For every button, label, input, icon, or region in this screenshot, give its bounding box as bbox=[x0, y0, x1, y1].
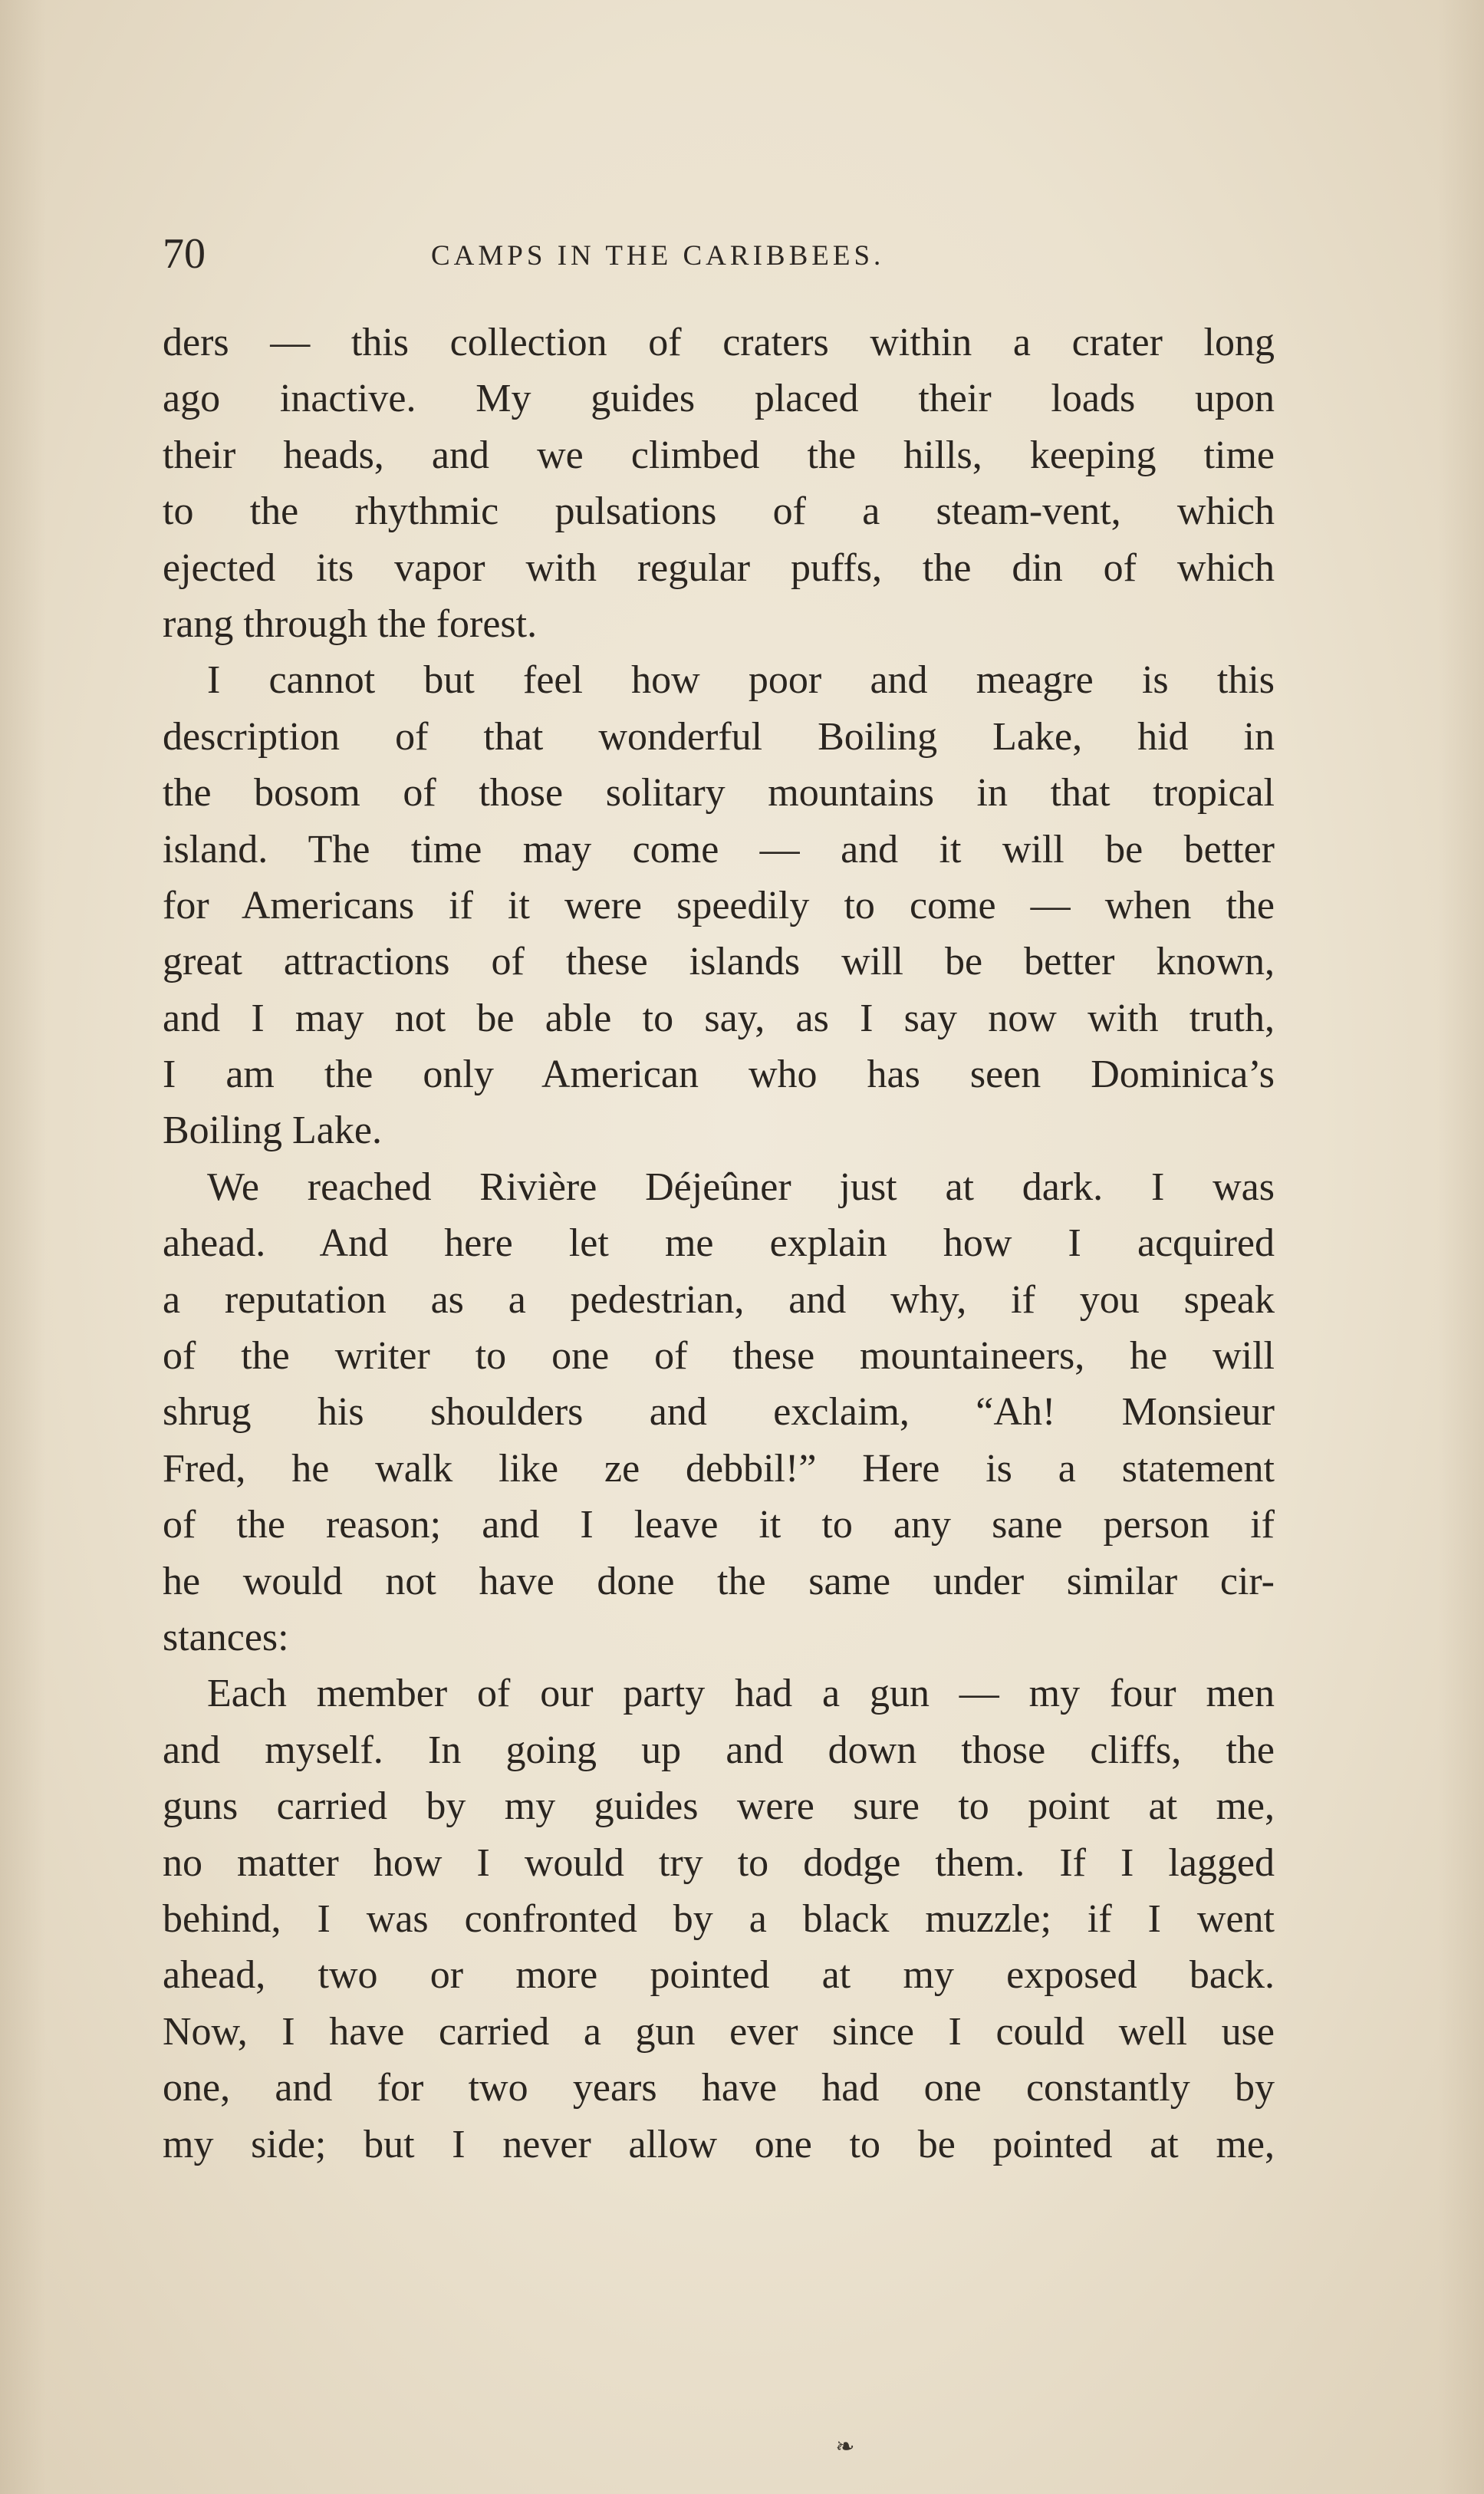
text-line: ago inactive. My guides placed their loads upon bbox=[163, 377, 1275, 421]
text-line: their heads, and we climbed the hills, keeping time bbox=[163, 433, 1275, 477]
text-line: island. The time may come — and it will be better bbox=[163, 827, 1275, 871]
text-line: he would not have done the same under similar cir- bbox=[163, 1559, 1275, 1603]
page-number: 70 bbox=[163, 230, 206, 278]
text-line: description of that wonderful Boiling Lake, hid in bbox=[163, 714, 1275, 759]
text-line: a reputation as a pedestrian, and why, if you speak bbox=[163, 1277, 1275, 1322]
text-line: of the writer to one of these mountaineers, he will bbox=[163, 1334, 1275, 1379]
text-line: no matter how I would try to dodge them. If I lagged bbox=[163, 1840, 1275, 1885]
text-line: Boiling Lake. bbox=[163, 1109, 382, 1153]
text-line: ders — this collection of craters within a crater long bbox=[163, 321, 1275, 364]
text-line: Each member of our party had a gun — my four men bbox=[207, 1672, 1275, 1716]
text-line: guns carried by my guides were sure to point at me, bbox=[163, 1784, 1275, 1829]
page-edge-shadow-right bbox=[1438, 0, 1484, 2494]
text-line: ejected its vapor with regular puffs, the din of which bbox=[163, 545, 1275, 590]
text-line: stances: bbox=[163, 1615, 289, 1659]
text-line: of the reason; and I leave it to any sane person if bbox=[163, 1503, 1275, 1547]
text-line: Now, I have carried a gun ever since I could well use bbox=[163, 2009, 1275, 2054]
running-head bbox=[163, 227, 1275, 281]
text-line: my side; but I never allow one to be pointed at me, bbox=[163, 2122, 1275, 2166]
text-line: rang through the forest. bbox=[163, 601, 538, 646]
text-line: I cannot but feel how poor and meagre is this bbox=[207, 658, 1275, 703]
text-line: and I may not be able to say, as I say now with truth, bbox=[163, 996, 1275, 1040]
text-line: shrug his shoulders and exclaim, “Ah! Monsieur bbox=[163, 1390, 1275, 1435]
text-line: We reached Rivière Déjeûner just at dark. I was bbox=[207, 1165, 1275, 1209]
text-line: one, and for two years have had one constantly by bbox=[163, 2066, 1275, 2110]
text-line: for Americans if it were speedily to come — when the bbox=[163, 883, 1275, 927]
running-title: CAMPS IN THE CARIBBEES. bbox=[431, 240, 885, 272]
text-line: I am the only American who has seen Dominica’s bbox=[163, 1053, 1275, 1097]
text-line: ahead. And here let me explain how I acquired bbox=[163, 1221, 1275, 1266]
body-text bbox=[163, 315, 1275, 2173]
text-line: to the rhythmic pulsations of a steam-vent, which bbox=[163, 489, 1275, 534]
text-line: ahead, two or more pointed at my exposed back. bbox=[163, 1953, 1275, 1998]
page-edge-shadow-left bbox=[0, 0, 46, 2494]
text-line: the bosom of those solitary mountains in that tropical bbox=[163, 771, 1275, 815]
footer-ornament-icon: ❧ bbox=[835, 2433, 855, 2460]
text-line: behind, I was confronted by a black muzzle; if I went bbox=[163, 1896, 1275, 1941]
text-line: great attractions of these islands will be better known, bbox=[163, 940, 1275, 984]
text-line: and myself. In going up and down those cliffs, the bbox=[163, 1728, 1275, 1772]
text-line: Fred, he walk like ze debbil!” Here is a statement bbox=[163, 1446, 1275, 1491]
